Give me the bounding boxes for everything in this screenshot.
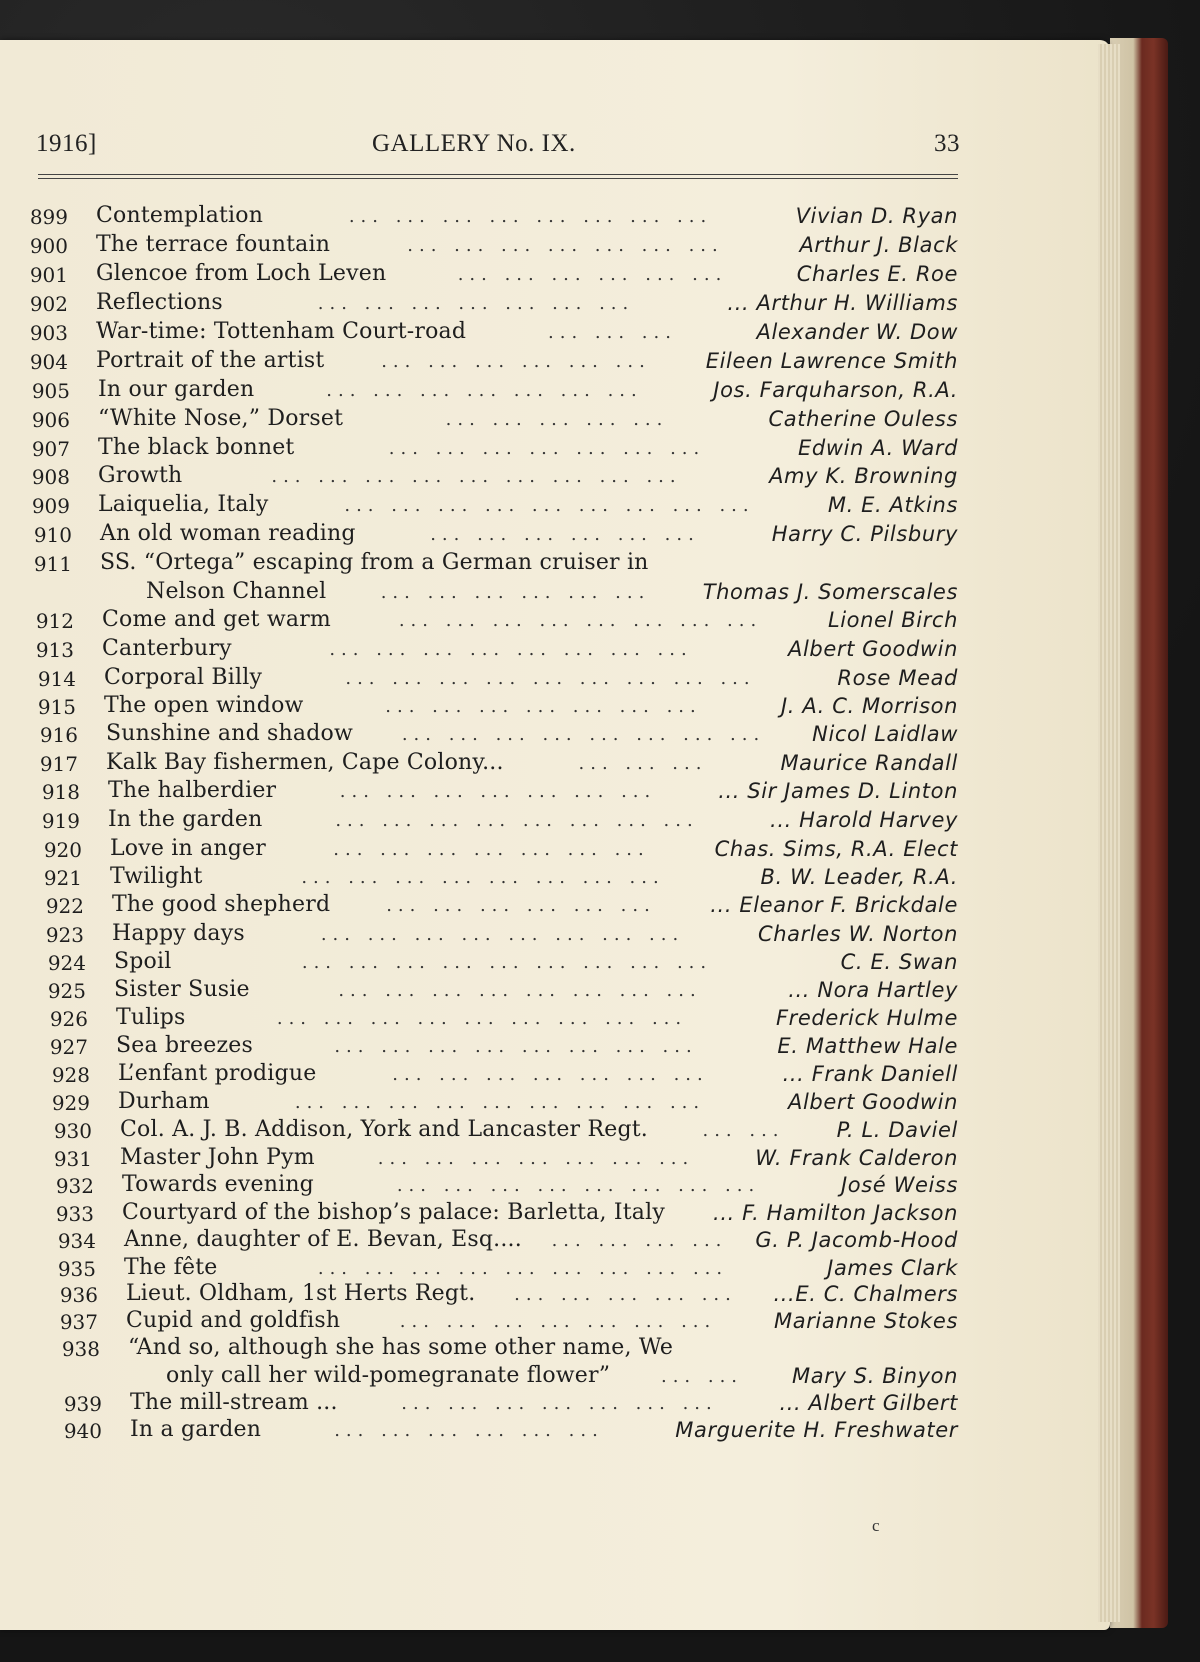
leader-dots: ... ... ... ... ... ... ... <box>326 380 643 401</box>
entry-artist: Jos. Farquharson, R.A. <box>713 378 958 402</box>
entry-artist: Charles E. Roe <box>796 262 958 286</box>
entry-artist: B. W. Leader, R.A. <box>760 865 958 889</box>
entry-number: 913 <box>35 638 74 662</box>
entry-number: 928 <box>51 1063 90 1087</box>
entry-artist: Thomas J. Somerscales <box>702 580 958 604</box>
entry-title: Canterbury <box>102 636 232 661</box>
entry-number: 901 <box>29 263 68 287</box>
entry-number: 905 <box>31 379 70 403</box>
entry-artist: ... Sir James D. Linton <box>718 779 958 803</box>
entry-number: 922 <box>45 894 84 918</box>
entry-artist: ... Eleanor F. Brickdale <box>710 893 958 917</box>
leader-dots: ... ... ... ... ... ... ... ... ... <box>344 495 755 516</box>
entry-title: Durham <box>118 1089 210 1114</box>
leader-dots: ... ... ... ... ... ... <box>457 264 728 285</box>
leader-dots: ... ... ... ... ... ... ... <box>333 839 650 860</box>
entry-artist: Chas. Sims, R.A. Elect <box>714 837 958 861</box>
catalogue-entry <box>0 462 1110 490</box>
leader-dots: ... ... ... ... ... ... ... ... <box>348 206 713 227</box>
entry-artist: ... Harold Harvey <box>770 808 958 832</box>
leader-dots: ... ... ... ... ... ... <box>334 1420 604 1441</box>
entry-title: Cupid and goldfish <box>126 1308 341 1333</box>
entry-artist: P. L. Daviel <box>836 1118 958 1142</box>
leader-dots: ... ... ... ... ... ... ... <box>399 1311 717 1332</box>
entry-title: L’enfant prodigue <box>118 1061 317 1086</box>
entry-number: 904 <box>29 350 68 374</box>
entry-number: 932 <box>55 1174 94 1198</box>
leader-dots: ... ... ... ... ... ... ... <box>407 235 724 256</box>
entry-number: 940 <box>63 1419 102 1443</box>
leader-dots: ... ... ... ... ... <box>445 409 669 430</box>
leader-dots: ... ... ... ... ... ... ... <box>339 781 657 802</box>
entry-artist: ... Frank Daniell <box>782 1062 958 1086</box>
entry-artist: G. P. Jacomb-Hood <box>755 1228 958 1252</box>
entry-number: 930 <box>53 1119 92 1143</box>
entry-number: 919 <box>41 809 80 833</box>
entry-artist: Charles W. Norton <box>757 922 958 946</box>
catalogue-entry <box>0 434 1110 462</box>
catalogue-entry <box>0 1088 1110 1116</box>
entry-title: Portrait of the artist <box>96 348 325 373</box>
entry-number: 900 <box>29 234 68 258</box>
catalogue-entry <box>0 578 1110 606</box>
entry-artist: ... Albert Gilbert <box>779 1391 958 1415</box>
catalogue-entry <box>0 1334 1110 1362</box>
entry-title: The terrace fountain <box>96 232 331 257</box>
entry-title: Contemplation <box>96 203 264 228</box>
leader-dots: ... ... ... ... ... ... ... ... <box>338 980 702 1001</box>
leader-dots: ... ... <box>660 1366 744 1387</box>
signature-mark: c <box>872 1516 880 1535</box>
entry-title: Love in anger <box>110 836 266 861</box>
entry-title: “And so, although she has some other name, We <box>128 1335 674 1360</box>
catalogue-entry <box>0 289 1110 317</box>
catalogue-entry <box>0 260 1110 288</box>
header-year: 1916] <box>36 130 97 157</box>
entry-artist: José Weiss <box>841 1173 958 1197</box>
entry-artist: Amy K. Browning <box>769 464 958 488</box>
catalogue-entry <box>0 920 1110 948</box>
entry-title: Reflections <box>96 290 223 315</box>
entry-number: 934 <box>57 1229 96 1253</box>
entry-artist: Albert Goodwin <box>787 637 958 661</box>
catalogue-entry <box>0 1226 1110 1254</box>
leader-dots: ... ... <box>702 1120 785 1141</box>
entry-number: 938 <box>61 1337 100 1361</box>
entry-number: 933 <box>55 1202 94 1226</box>
entry-title: The open window <box>104 693 304 718</box>
leader-dots: ... ... ... ... ... ... ... ... <box>396 1175 761 1196</box>
entry-number: 931 <box>53 1147 92 1171</box>
entry-artist: ... Nora Hartley <box>788 978 958 1002</box>
catalogue-entry <box>0 1307 1110 1335</box>
entry-title: Glencoe from Loch Leven <box>96 261 387 286</box>
entry-number: 921 <box>43 866 82 890</box>
entry-artist: M. E. Atkins <box>827 493 958 517</box>
entry-artist: Marianne Stokes <box>774 1309 958 1333</box>
entry-number: 914 <box>37 667 76 691</box>
entry-number: 909 <box>31 494 70 518</box>
catalogue-entry <box>0 1199 1110 1227</box>
catalogue-entry <box>0 635 1110 663</box>
entry-title: The fête <box>124 1255 218 1280</box>
entry-artist: Harry C. Pilsbury <box>771 522 958 546</box>
entry-title: only call her wild-pomegranate flower” <box>166 1363 611 1388</box>
entry-title: SS. “Ortega” escaping from a German cruiser in <box>100 550 649 575</box>
entry-artist: Frederick Hulme <box>775 1006 958 1030</box>
leader-dots: ... ... ... ... ... ... ... ... <box>301 867 665 888</box>
leader-dots: ... ... ... ... ... ... ... <box>317 293 635 314</box>
header-page-number: 33 <box>934 130 960 157</box>
entry-artist: Catherine Ouless <box>768 407 958 431</box>
entry-number: 918 <box>41 780 80 804</box>
entry-title: Kalk Bay fishermen, Cape Colony... <box>106 750 504 775</box>
catalogue-entry <box>0 1171 1110 1199</box>
entry-number: 908 <box>31 465 70 489</box>
catalogue-entry <box>0 347 1110 375</box>
entry-artist: Eileen Lawrence Smith <box>705 349 958 373</box>
entry-title: Lieut. Oldham, 1st Herts Regt. <box>126 1281 476 1306</box>
catalogue-entry <box>0 1362 1110 1390</box>
leader-dots: ... ... ... ... ... ... ... <box>377 1148 695 1169</box>
catalogue-entry <box>0 1416 1110 1444</box>
catalogue-entry <box>0 1060 1110 1088</box>
entry-title: Corporal Billy <box>104 665 263 690</box>
leader-dots: ... ... ... ... ... ... ... ... <box>329 639 693 660</box>
entry-title: Nelson Channel <box>146 579 327 604</box>
catalogue-entry <box>0 1004 1110 1032</box>
entry-number: 912 <box>35 609 74 633</box>
entry-artist: ... F. Hamilton Jackson <box>713 1201 958 1225</box>
entry-title: Sea breezes <box>116 1033 253 1058</box>
leader-dots: ... ... ... ... ... ... <box>386 895 656 916</box>
entry-title: Sister Susie <box>114 977 250 1002</box>
entry-title: “White Nose,” Dorset <box>98 406 344 431</box>
entry-artist: Vivian D. Ryan <box>795 204 958 228</box>
catalogue-entry <box>0 405 1110 433</box>
catalogue-entry <box>0 318 1110 346</box>
entry-title: Spoil <box>114 949 172 974</box>
leader-dots: ... ... ... ... ... ... ... ... ... <box>294 1092 706 1113</box>
leader-dots: ... ... ... ... ... ... ... ... ... <box>317 1258 729 1279</box>
entry-number: 939 <box>63 1392 102 1416</box>
header-title: GALLERY No. IX. <box>372 130 576 157</box>
leader-dots: ... ... ... <box>548 322 677 343</box>
entry-title: Anne, daughter of E. Bevan, Esq.... <box>124 1227 522 1252</box>
catalogue-entry <box>0 835 1110 863</box>
leader-dots: ... ... ... ... ... ... ... ... ... <box>271 466 682 487</box>
entry-title: War-time: Tottenham Court-road <box>96 319 467 344</box>
leader-dots: ... ... ... ... ... ... <box>380 582 651 603</box>
leader-dots: ... ... ... ... ... ... ... ... ... <box>345 668 756 689</box>
entry-artist: Marguerite H. Freshwater <box>675 1418 958 1442</box>
catalogue-entry <box>0 948 1110 976</box>
entry-title: Courtyard of the bishop’s palace: Barletta, Italy <box>122 1200 665 1225</box>
catalogue-entry <box>0 1032 1110 1060</box>
catalogue-entry <box>0 520 1110 548</box>
catalogue-entry <box>0 606 1110 634</box>
leader-dots: ... ... ... ... ... ... ... <box>388 438 706 459</box>
entry-number: 936 <box>59 1283 98 1307</box>
entry-number: 920 <box>43 838 82 862</box>
catalogue-entry <box>0 231 1110 259</box>
entry-title: Tulips <box>116 1005 186 1030</box>
leader-dots: ... ... ... ... ... ... ... ... ... <box>276 1008 688 1029</box>
entry-number: 924 <box>47 951 86 975</box>
catalogue-entry <box>0 1116 1110 1144</box>
entry-artist: Nicol Laidlaw <box>812 722 958 746</box>
catalogue-entry <box>0 863 1110 891</box>
entry-title: Come and get warm <box>102 607 331 632</box>
entry-artist: Mary S. Binyon <box>792 1364 958 1388</box>
entry-title: Twilight <box>110 864 203 889</box>
leader-dots: ... ... ... ... ... <box>514 1284 737 1305</box>
entry-number: 917 <box>39 752 78 776</box>
catalogue-entry <box>0 1254 1110 1282</box>
leader-dots: ... ... ... ... ... ... ... ... <box>320 924 685 945</box>
leader-dots: ... ... ... ... ... ... ... ... ... <box>301 952 713 973</box>
entry-number: 925 <box>47 979 86 1003</box>
catalogue-entry <box>0 777 1110 805</box>
entry-title: Col. A. J. B. Addison, York and Lancaster Regt. <box>120 1117 648 1142</box>
leader-dots: ... ... ... ... ... ... ... ... <box>335 810 699 831</box>
entry-number: 929 <box>51 1091 90 1115</box>
entry-artist: Arthur J. Black <box>799 233 958 257</box>
leader-dots: ... ... ... ... ... ... ... <box>401 1393 718 1414</box>
entry-title: Towards evening <box>122 1172 314 1197</box>
entry-artist: E. Matthew Hale <box>777 1034 958 1058</box>
entry-number: 911 <box>33 552 72 576</box>
leader-dots: ... ... ... ... ... ... <box>381 351 651 372</box>
entry-number: 902 <box>29 292 68 316</box>
catalogue-entry <box>0 202 1110 230</box>
catalogue-entry <box>0 376 1110 404</box>
entry-artist: Edwin A. Ward <box>798 436 958 460</box>
entry-number: 935 <box>57 1257 96 1281</box>
entry-artist: ... Arthur H. Williams <box>727 291 958 315</box>
entry-title: In our garden <box>98 377 255 402</box>
catalogue-entry <box>0 720 1110 748</box>
catalogue-entry <box>0 1280 1110 1308</box>
entry-artist: Albert Goodwin <box>787 1090 958 1114</box>
leader-dots: ... ... ... ... ... ... ... ... <box>401 724 766 745</box>
catalogue-entry <box>0 749 1110 777</box>
leader-dots: ... ... ... ... ... ... ... <box>392 1064 709 1085</box>
entry-artist: ...E. C. Chalmers <box>773 1282 958 1306</box>
entry-artist: Maurice Randall <box>780 751 958 775</box>
entry-number: 916 <box>39 723 78 747</box>
entry-title: The halberdier <box>108 778 277 803</box>
catalogue-entry <box>0 1389 1110 1417</box>
leader-dots: ... ... ... ... ... ... ... <box>385 696 702 717</box>
catalogue-entry <box>0 664 1110 692</box>
entry-title: In the garden <box>108 807 263 832</box>
entry-title: Growth <box>98 463 183 488</box>
entry-artist: Alexander W. Dow <box>756 320 958 344</box>
catalogue-entry <box>0 976 1110 1004</box>
catalogue-entry <box>0 549 1110 577</box>
leader-dots: ... ... ... ... ... ... ... ... <box>398 610 763 631</box>
leader-dots: ... ... ... <box>578 753 708 774</box>
entry-title: In a garden <box>130 1417 262 1442</box>
entry-title: Sunshine and shadow <box>106 721 353 746</box>
entry-artist: Lionel Birch <box>827 608 958 632</box>
entry-number: 907 <box>31 437 70 461</box>
catalogue-entry <box>0 806 1110 834</box>
entry-title: The black bonnet <box>98 435 295 460</box>
entry-number: 915 <box>37 695 76 719</box>
leader-dots: ... ... ... ... <box>551 1230 728 1251</box>
catalogue-entry <box>0 692 1110 720</box>
catalogue-entry <box>0 1144 1110 1172</box>
entry-number: 937 <box>59 1310 98 1334</box>
entry-number: 923 <box>45 923 84 947</box>
entry-number: 926 <box>49 1007 88 1031</box>
catalogue-entry <box>0 891 1110 919</box>
entry-number: 903 <box>29 321 68 345</box>
entry-artist: C. E. Swan <box>840 950 958 974</box>
entry-number: 927 <box>49 1035 88 1059</box>
entry-title: The good shepherd <box>112 892 331 917</box>
entry-number: 910 <box>33 523 72 547</box>
entry-title: The mill-stream ... <box>130 1390 338 1415</box>
catalogue-entry <box>0 491 1110 519</box>
entry-artist: Rose Mead <box>837 666 958 690</box>
entry-artist: James Clark <box>827 1256 958 1280</box>
entry-artist: J. A. C. Morrison <box>780 694 958 718</box>
entry-title: An old woman reading <box>100 521 356 546</box>
entry-number: 899 <box>29 205 68 229</box>
leader-dots: ... ... ... ... ... ... ... ... <box>334 1036 698 1057</box>
entry-artist: W. Frank Calderon <box>755 1146 958 1170</box>
entry-title: Happy days <box>112 921 245 946</box>
entry-title: Laiquelia, Italy <box>98 492 269 517</box>
entry-number: 906 <box>31 408 70 432</box>
leader-dots: ... ... ... ... ... ... <box>430 524 700 545</box>
entry-title: Master John Pym <box>120 1145 315 1170</box>
